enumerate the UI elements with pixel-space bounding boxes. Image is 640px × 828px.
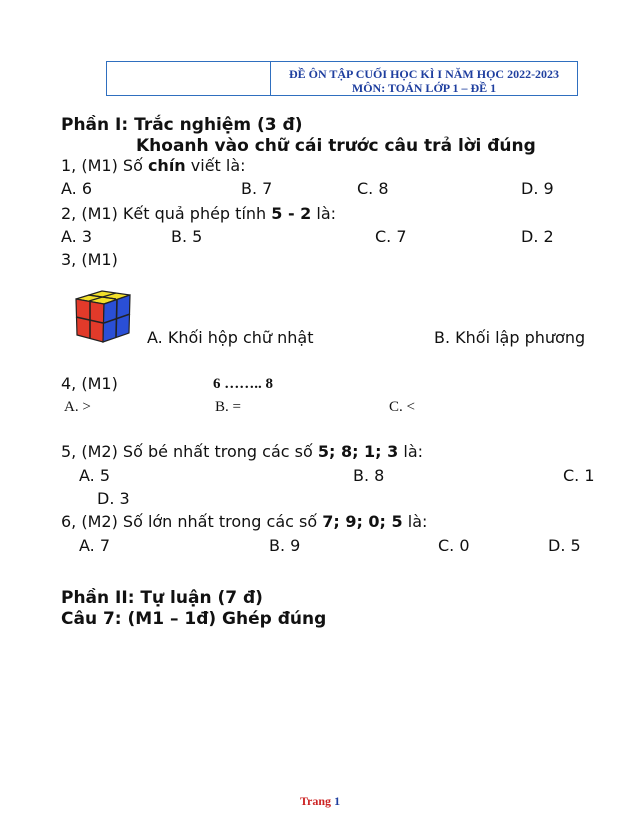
question-7-title: Câu 7: (M1 – 1đ) Ghép đúng — [61, 609, 327, 629]
q4-option-b: B. = — [215, 399, 241, 415]
q2-option-a: A. 3 — [61, 227, 93, 246]
q1-option-a: A. 6 — [61, 179, 93, 198]
q6-suffix: là: — [402, 512, 428, 531]
q5-prefix: 5, (M2) Số bé nhất trong các số — [61, 442, 318, 461]
q6-option-a: A. 7 — [79, 536, 111, 555]
question-4-label: 4, (M1) — [61, 374, 118, 393]
page-number: 1 — [334, 794, 341, 808]
q4-option-a: A. > — [64, 399, 91, 415]
q2-suffix: là: — [311, 204, 337, 223]
q5-option-b: B. 8 — [353, 466, 385, 485]
header-title-line2: MÔN: TOÁN LỚP 1 – ĐỀ 1 — [351, 81, 497, 95]
q6-option-d: D. 5 — [548, 536, 581, 555]
q2-option-d: D. 2 — [521, 227, 554, 246]
q3-option-a: A. Khối hộp chữ nhật — [147, 328, 314, 347]
q6-option-c: C. 0 — [438, 536, 470, 555]
q1-prefix: 1, (M1) Số — [61, 156, 148, 175]
q2-option-c: C. 7 — [375, 227, 407, 246]
question-2 — [61, 206, 336, 222]
q2-bold: 5 - 2 — [271, 204, 312, 223]
q4-expression: 6 …….. 8 — [213, 376, 273, 392]
question-1 — [61, 158, 246, 174]
q1-bold: chín — [147, 156, 186, 175]
q1-option-d: D. 9 — [521, 179, 554, 198]
q2-option-b: B. 5 — [171, 227, 203, 246]
question-5 — [61, 444, 423, 460]
q1-suffix: viết là: — [185, 156, 246, 175]
q2-prefix: 2, (M1) Kết quả phép tính — [61, 204, 272, 223]
q6-prefix: 6, (M2) Số lớn nhất trong các số — [61, 512, 323, 531]
part1-instruction: Khoanh vào chữ cái trước câu trả lời đúng — [136, 136, 536, 156]
header-title-line1: ĐỀ ÔN TẬP CUỐI HỌC KÌ I NĂM HỌC 2022-2023 — [288, 67, 560, 81]
header-box — [106, 61, 578, 96]
q5-option-d: D. 3 — [97, 489, 130, 508]
page-footer — [0, 794, 640, 809]
q5-bold: 5; 8; 1; 3 — [317, 442, 399, 461]
footer-label: Trang — [299, 794, 335, 808]
q5-option-a: A. 5 — [79, 466, 111, 485]
q1-option-b: B. 7 — [241, 179, 273, 198]
q3-option-b: B. Khối lập phương — [434, 328, 586, 347]
part1-title: Phần I: Trắc nghiệm (3 đ) — [61, 115, 303, 135]
q6-option-b: B. 9 — [269, 536, 301, 555]
rubiks-cube-image — [73, 285, 133, 345]
q4-option-c: C. < — [389, 399, 415, 415]
q5-suffix: là: — [398, 442, 424, 461]
q1-option-c: C. 8 — [357, 179, 389, 198]
question-3-label: 3, (M1) — [61, 250, 118, 269]
part2-title: Phần II: Tự luận (7 đ) — [61, 588, 263, 608]
q5-option-c: C. 1 — [563, 466, 595, 485]
q6-bold: 7; 9; 0; 5 — [322, 512, 403, 531]
question-6 — [61, 514, 427, 530]
